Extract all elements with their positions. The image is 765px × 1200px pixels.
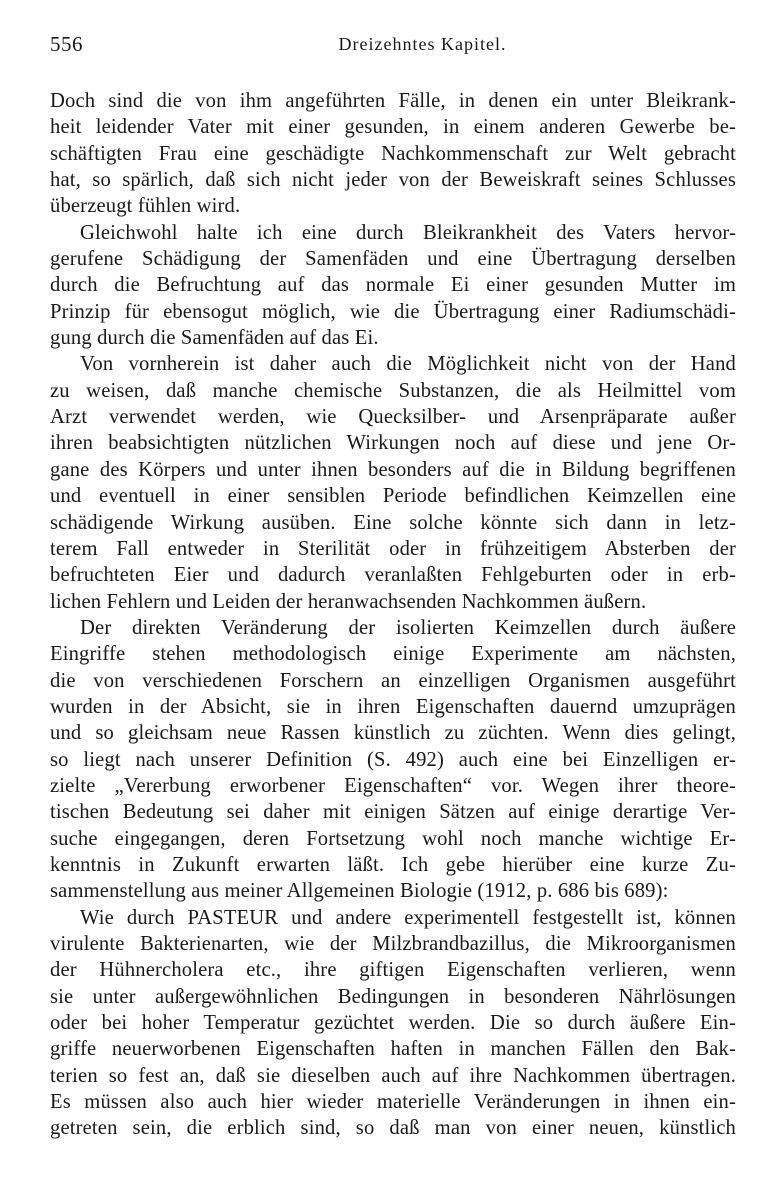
text-line: Gleichwohl halte ich eine durch Bleikrankheit des Vaters hervor- [80,221,736,244]
text-line: so liegt nach unserer Definition (S. 492) auch eine bei Einzelligen er- [50,748,736,771]
text-line: hat, so spärlich, daß sich nicht jeder von der Beweiskraft seines Schlusses [50,169,736,192]
text-line: Es müssen also auch hier wieder materielle Veränderungen in ihnen ein- [50,1091,736,1114]
text-line: Arzt verwendet werden, wie Quecksilber- und Arsenpräparate außer [50,406,736,429]
page-header [50,30,735,64]
paragraph [50,351,736,614]
text-line: und eventuell in einer sensiblen Periode befindlichen Keimzellen eine [50,485,736,508]
text-line: Prinzip für ebensogut möglich, wie die Übertragung einer Radiumschädi- [50,300,736,323]
text-line: Der direkten Veränderung der isolierten Keimzellen durch äußere [80,616,736,639]
text-line: griffe neuerworbenen Eigenschaften haften in manchen Fällen den Bak- [50,1038,736,1061]
text-line: Wie durch PASTEUR und andere experimentell festgestellt ist, können [80,906,736,929]
paragraph [50,220,736,352]
text-line: sie unter außergewöhnlichen Bedingungen in besonderen Nährlösungen [50,985,736,1008]
body-text [50,88,736,1142]
paragraph [50,88,736,220]
text-line: Von vornherein ist daher auch die Möglichkeit nicht von der Hand [80,353,736,376]
text-line: getreten sein, die erblich sind, so daß man von einer neuen, künstlich [50,1117,736,1140]
text-line: suche eingegangen, deren Fortsetzung wohl noch manche wichtige Er- [50,827,736,850]
text-line: befruchteten Eier und dadurch veranlaßten Fehlgeburten oder in erb- [50,564,736,587]
text-line: durch die Befruchtung auf das normale Ei einer gesunden Mutter im [50,274,736,297]
text-line: und so gleichsam neue Rassen künstlich zu züchten. Wenn dies gelingt, [50,722,736,745]
text-line: kenntnis in Zukunft erwarten läßt. Ich gebe hierüber eine kurze Zu- [50,853,736,876]
text-line: schädigende Wirkung ausüben. Eine solche könnte sich dann in letz- [50,511,736,534]
text-line: der Hühnercholera etc., ihre giftigen Eigenschaften verlieren, wenn [50,959,736,982]
text-line: gerufene Schädigung der Samenfäden und eine Übertragung derselben [50,248,736,271]
text-line: oder bei hoher Temperatur gezüchtet werden. Die so durch äußere Ein- [50,1012,736,1035]
text-line: Doch sind die von ihm angeführten Fälle, in denen ein unter Bleikrank- [50,90,736,112]
text-line: virulente Bakterienarten, wie der Milzbrandbazillus, die Mikroorganismen [50,933,736,955]
text-line: tischen Bedeutung sei daher mit einigen Sätzen auf einige derartige Ver- [50,801,736,824]
page-number: 556 [50,32,83,56]
text-line: heit leidender Vater mit einer gesunden, in einem anderen Gewerbe be- [50,116,736,139]
text-line: überzeugt fühlen wird. [50,195,241,218]
text-line: terien so fest an, daß sie dieselben auch auf ihre Nachkommen übertragen. [50,1064,736,1087]
text-line: gung durch die Samenfäden auf das Ei. [50,327,379,350]
paragraph [50,615,736,905]
paragraph [50,905,736,1142]
running-head: Dreizehntes Kapitel. [338,34,507,54]
text-line: die von verschiedenen Forschern an einzelligen Organismen ausgeführt [50,669,736,692]
text-line: ihren beabsichtigten nützlichen Wirkungen noch auf diese und jene Or- [50,432,736,455]
text-line: zu weisen, daß manche chemische Substanzen, die als Heilmittel vom [50,379,736,402]
text-line: zielte „Vererbung erworbener Eigenschaften“ vor. Wegen ihrer theore- [50,774,736,797]
text-line: schäftigten Frau eine geschädigte Nachkommenschaft zur Welt gebracht [50,142,736,165]
text-line: terem Fall entweder in Sterilität oder in frühzeitigem Absterben der [50,537,736,560]
text-line: wurden in der Absicht, sie in ihren Eigenschaften dauernd umzuprägen [50,695,736,718]
text-line: Eingriffe stehen methodologisch einige Experimente am nächsten, [50,643,736,666]
text-line: gane des Körpers und unter ihnen besonders auf die in Bildung begriffenen [50,458,736,481]
text-line: sammenstellung aus meiner Allgemeinen Biologie (1912, p. 686 bis 689): [50,880,669,903]
text-line: lichen Fehlern und Leiden der heranwachsenden Nachkommen äußern. [50,590,647,613]
